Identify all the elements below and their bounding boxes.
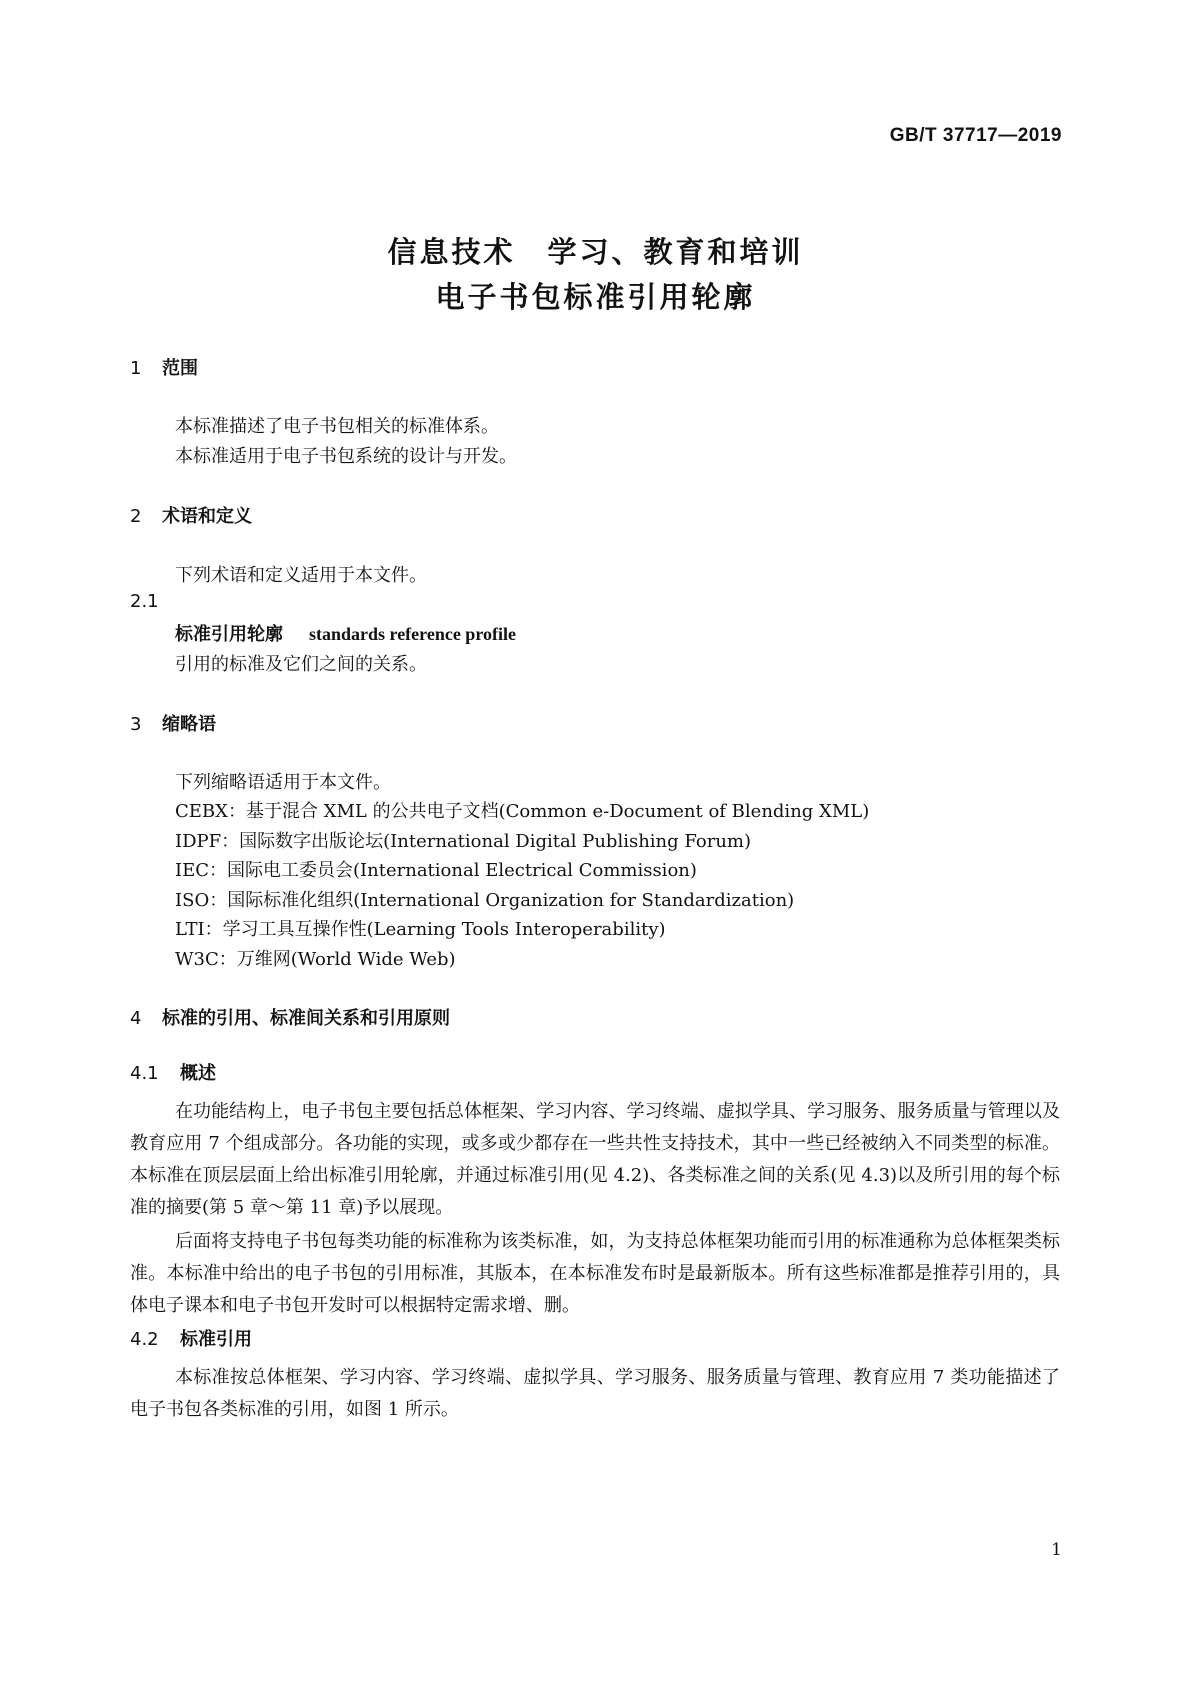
standard-code: GB/T 37717—2019 <box>889 125 1062 146</box>
section-number: 4 <box>130 1008 142 1029</box>
section-4-2-heading <box>130 1325 252 1351</box>
section-4-heading <box>130 1004 450 1030</box>
section-number: 4.2 <box>130 1329 159 1350</box>
section-4-1-heading <box>130 1059 216 1085</box>
document-title-line2: 电子书包标准引用轮廓 <box>435 280 756 314</box>
section-1-heading <box>130 354 198 380</box>
term-definition: 引用的标准及它们之间的关系。 <box>175 654 427 675</box>
abbreviation-item: W3C：万维网(World Wide Web) <box>175 949 456 970</box>
section-title: 标准的引用、标准间关系和引用原则 <box>162 1008 450 1029</box>
scope-line-1: 本标准描述了电子书包相关的标准体系。 <box>175 416 499 437</box>
section-title: 范围 <box>162 358 198 379</box>
section-2-heading <box>130 502 252 528</box>
abbreviations-intro: 下列缩略语适用于本文件。 <box>175 772 391 793</box>
overview-paragraph-2: 后面将支持电子书包每类功能的标准称为该类标准，如，为支持总体框架功能而引用的标准通称为总体框架类标准。本标准中给出的电子书包的引用标准，其版本，在本标准发布时是最新版本。所有这些标准都是推荐引用的，具体电子课本和电子书包开发时可以根据特定需求增、删。 <box>130 1231 1060 1316</box>
section-number: 4.1 <box>130 1063 159 1084</box>
section-number: 1 <box>130 358 142 379</box>
term-number: 2.1 <box>130 591 159 612</box>
section-number: 3 <box>130 714 142 735</box>
abbreviation-item: LTI：学习工具互操作性(Learning Tools Interoperability) <box>175 919 666 940</box>
abbreviation-item: IDPF：国际数字出版论坛(International Digital Publishing Forum) <box>175 831 752 852</box>
section-number: 2 <box>130 506 142 527</box>
section-title: 概述 <box>180 1063 216 1084</box>
abbreviation-item: IEC：国际电工委员会(International Electrical Commission) <box>175 860 697 881</box>
section-title: 术语和定义 <box>162 506 252 527</box>
term-chinese: 标准引用轮廓 <box>175 624 283 645</box>
terms-intro: 下列术语和定义适用于本文件。 <box>175 565 427 586</box>
term-english: standards reference profile <box>309 624 516 644</box>
document-title-line1: 信息技术 学习、教育和培训 <box>387 235 804 269</box>
section-title: 缩略语 <box>162 714 216 735</box>
section-title: 标准引用 <box>180 1329 252 1350</box>
overview-paragraph-1: 在功能结构上，电子书包主要包括总体框架、学习内容、学习终端、虚拟学具、学习服务、服务质量与管理以及教育应用 7 个组成部分。各功能的实现，或多或少都存在一些共性支持技术，其中一些已经被纳入不同类型的标准。本标准在顶层层面上给出标准引用轮廓，并通过标准引用(见 4.2)、各类标准之间的关系(见 4.3)以及所引用的每个标准的摘要(第 5 章～第 11 章)予以展现。 <box>130 1101 1060 1218</box>
abbreviation-item: CEBX：基于混合 XML 的公共电子文档(Common e-Document of Blending XML) <box>175 801 870 822</box>
scope-line-2: 本标准适用于电子书包系统的设计与开发。 <box>175 446 517 467</box>
page-number: 1 <box>1051 1540 1062 1560</box>
abbreviation-item: ISO：国际标准化组织(International Organization for Standardization) <box>175 890 795 911</box>
reference-paragraph: 本标准按总体框架、学习内容、学习终端、虚拟学具、学习服务、服务质量与管理、教育应用 7 类功能描述了电子书包各类标准的引用，如图 1 所示。 <box>130 1367 1060 1420</box>
section-3-heading <box>130 710 216 736</box>
term-entry <box>175 620 516 646</box>
